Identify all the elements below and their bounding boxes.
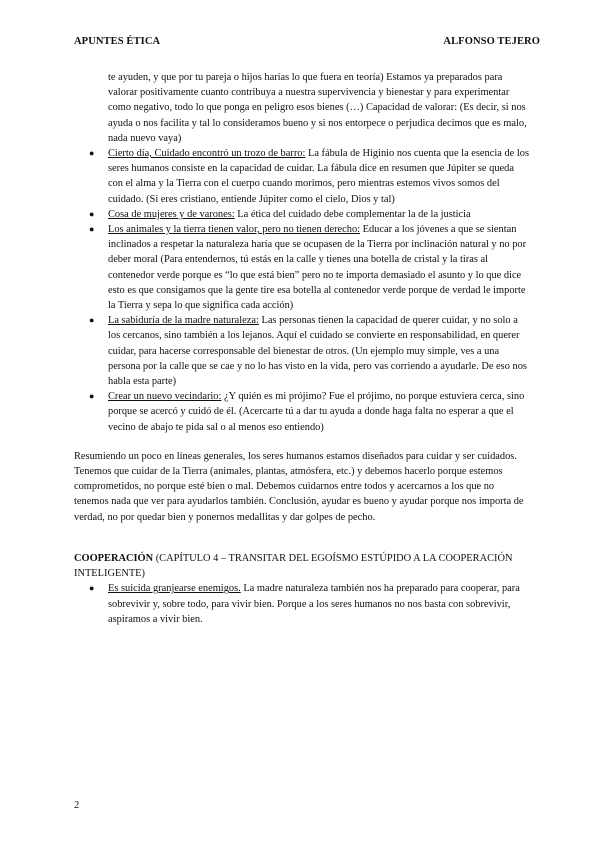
bullet-icon: ● bbox=[89, 148, 95, 159]
cooperation-section bbox=[74, 551, 529, 627]
bullet-item bbox=[74, 581, 529, 627]
bullet-text: Las personas tienen la capacidad de querer cuidar, y no solo a los cercanos, sino también a los lejanos. Aquí el cuidado se convierte en responsabilidad, en querer cuidar, para hacerse corresponsable del bienestar de otros. (Un ejemplo muy simple, ves a una persona por la calle que se cae y no lo has visto en la vida, pero vas corriendo a ayudarle. De eso nos habla esta parte) bbox=[108, 315, 527, 388]
header-right: ALFONSO TEJERO bbox=[443, 36, 540, 47]
summary-paragraph: Resumiendo un poco en líneas generales, los seres humanos estamos diseñados para cuidar y ser cuidados. Tenemos que cuidar de la Tierra (animales, plantas, atmósfera, etc.) y debemos hacerlo porque estemos comprometidos, no porque esté bien o mal. Debemos cuidarnos entre todos y acercarnos a los que no tenemos nada que ver para ayudarlos también. Conclusión, ayudar es bueno y ayudar porque nos importa de verdad, no por quedar bien y ponernos medallitas y dar golpes de pecho. bbox=[74, 450, 524, 523]
bullet-title: La sabiduría de la madre naturaleza: bbox=[108, 315, 259, 327]
bullet-item bbox=[74, 146, 529, 207]
section-title-bold: COOPERACIÓN bbox=[74, 552, 154, 564]
section-title bbox=[74, 551, 529, 581]
section-title-rest: (CAPÍTULO 4 – TRANSITAR DEL EGOÍSMO ESTÚPIDO A LA COOPERACIÓN INTELIGENTE) bbox=[74, 552, 513, 580]
bullet-item bbox=[74, 313, 529, 389]
bullet-item bbox=[74, 389, 529, 435]
bullet-text: ¿Y quién es mi prójimo? Fue el prójimo, no porque estuviera cerca, sino porque se acercó y cuidó de él. (Acercarte tú a dar tu ayuda a donde haga falta no esperar a que el vecino de abajo te pida sal o al menos eso entiendo) bbox=[108, 391, 525, 433]
header-left: APUNTES ÉTICA bbox=[74, 36, 161, 47]
bullet-text: La madre naturaleza también nos ha preparado para cooperar, para sobrevivir y, sobre todo, para vivir bien. Porque a los seres humanos no nos basta con sobrevivir, aspiramos a vivir bien. bbox=[108, 583, 520, 625]
bullet-title: Cierto día, Cuidado encontró un trozo de barro: bbox=[108, 148, 306, 160]
bullet-icon: ● bbox=[89, 224, 95, 235]
bullet-text: La fábula de Higinio nos cuenta que la esencia de los seres humanos consiste en la capacidad de cuidar. La fábula dice en resumen que Júpiter se queda con el alma y la Tierra con el cuerpo cuando morimos, pero mientras estemos vivos somos del cuidado. (Si eres cristiano, entiende Júpiter como el cielo, Dios y tal) bbox=[108, 148, 529, 205]
document-body bbox=[74, 70, 529, 627]
bullet-title: Cosa de mujeres y de varones: bbox=[108, 208, 235, 220]
bullet-item bbox=[74, 222, 529, 313]
bullet-title: Es suicida granjearse enemigos. bbox=[108, 583, 241, 595]
bullet-text: La ética del cuidado debe complementar la de la justicia bbox=[234, 208, 471, 220]
page-number: 2 bbox=[74, 800, 80, 811]
bullet-icon: ● bbox=[89, 208, 95, 219]
bullet-icon: ● bbox=[89, 391, 95, 402]
page-header bbox=[74, 36, 540, 47]
bullet-icon: ● bbox=[89, 583, 95, 594]
bullet-title: Los animales y la tierra tienen valor, pero no tienen derecho: bbox=[108, 224, 361, 236]
bullet-item bbox=[74, 207, 529, 222]
bullet-icon: ● bbox=[89, 315, 95, 326]
care-bullet-list bbox=[74, 146, 529, 435]
bullet-title: Crear un nuevo vecindario: bbox=[108, 391, 222, 403]
cooperation-bullet-list bbox=[74, 581, 529, 627]
bullet-text: Educar a los jóvenes a que se sientan inclinados a respetar la naturaleza haría que se ocupasen de la Tierra por inclinación natural y no por deber moral (Para entendernos, tú estás en la calle y tienes una botella de cristal y la tiras al contenedor verde porque es “lo que está bien” pero no te importa demasiado el asunto y lo que dice esto es que consigamos que la gente tire esa botella al contenedor verde porque de verdad le importe la Tierra y sepa lo que significa cada acción) bbox=[108, 224, 527, 312]
intro-continuation: te ayuden, y que por tu pareja o hijos harías lo que fuera en teoría) Estamos ya preparados para valorar positivamente cuanto contribuya a nuestra supervivencia y bienestar y para experimentar como negativo, todo lo que ponga en peligro esos bienes (…) Capacidad de valorar: (Es decir, si nos ayuda o nos facilita y tal lo consideramos bueno y si nos entorpece o perjudica decimos que es malo, nada nuevo vaya) bbox=[108, 72, 527, 144]
